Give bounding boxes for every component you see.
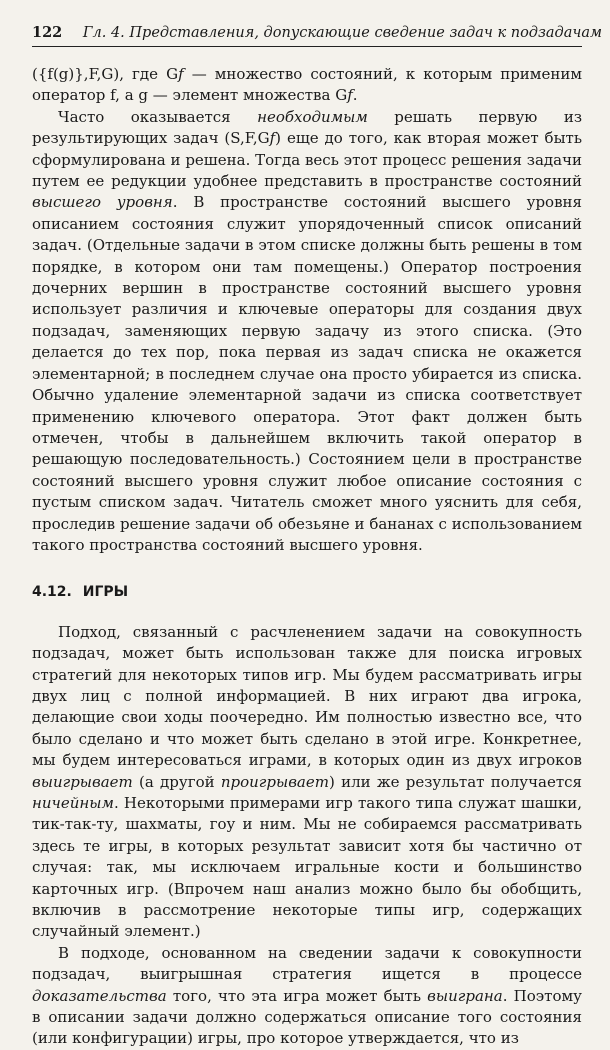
text-run: ) или же результат получается	[328, 772, 582, 791]
paragraph	[32, 107, 582, 557]
emphasis-text: проигрывает	[220, 772, 329, 791]
running-title: Гл. 4. Представления, допускающие сведение задач к подзадачам	[82, 25, 603, 41]
emphasis-text: доказательства	[32, 986, 167, 1005]
text-run: ) еще до того, как вторая может быть сформулирована и решена. Тогда весь этот процесс решения задачи путем ее редукции удобнее представить в пространстве состояний	[32, 129, 582, 191]
text-run: . Некоторыми примерами игр такого типа служат шашки, тик-так-ту, шахматы, гоу и ним. Мы не собираемся рассматривать здесь те игры, в которых результат зависит хотя бы частично от случая: так, мы исключаем игральные кости и большинство карточных игр. (Впрочем наш анализ можно было бы обобщить, включив в рассмотрение некоторые типы игр, содержащих случайный элемент.)	[32, 794, 582, 941]
emphasis-text: ничейным	[32, 794, 114, 812]
text-run: ({f(g)},F,G), где G	[32, 65, 179, 83]
emphasis-text: высшего уровня	[32, 193, 173, 212]
text-run: . Поэтому в описании задачи должно содержаться описание того состояния (или конфигурации) игры, про которое утверждается, что из	[32, 986, 582, 1048]
section-title: ИГРЫ	[82, 584, 129, 601]
emphasis-text: f	[178, 65, 184, 83]
text-run: (а другой	[132, 772, 221, 791]
emphasis-text: f	[269, 129, 276, 148]
text-run: В подходе, основанном на сведении задачи к совокупности подзадач, выигрышная стратегия ищется в процессе	[32, 943, 582, 984]
emphasis-text: выигрывает	[32, 772, 133, 791]
section-heading	[32, 582, 582, 603]
paragraph	[32, 943, 582, 1050]
emphasis-text: выиграна	[427, 986, 503, 1005]
section-number: 4.12.	[32, 584, 72, 601]
text-run: .	[352, 86, 358, 105]
page-body	[32, 64, 582, 1050]
emphasis-text: f	[347, 86, 353, 105]
text-run: . В пространстве состояний высшего уровня описанием состояния служит упорядоченный список описаний задач. (Отдельные задачи в этом списке должны быть решены в том порядке, в котором они там помещены.) Оператор построения дочерних вершин в пространстве состояний высшего уровня использует различия и ключевые операторы для создания двух подзадач, заменяющих первую задачу из этого списка. (Это делается до тех пор, пока первая из задач списка не окажется элементарной; в последнем случае она просто убирается из списка. Обычно удаление элементарной задачи из списка соответствует применению ключевого оператора. Этот факт должен быть отмечен, чтобы в дальнейшем включить такой оператор в решающую последовательность.) Состоянием цели в пространстве состояний высшего уровня служит любое описание состояния с пустым списком задач. Читатель сможет много уяснить для себя, проследив решение задачи об обезьяне и бананах с использованием такого пространства состояний высшего уровня.	[32, 193, 582, 554]
text-run: Часто оказывается	[58, 107, 258, 126]
page-header	[32, 24, 603, 47]
text-run: решать первую из результирующих задач (S,F,G	[32, 107, 582, 148]
text-run: того, что эта игра может быть	[166, 986, 428, 1005]
text-run: Подход, связанный с расчленением задачи на совокупность подзадач, может быть использован также для поиска игровых стратегий для некоторых типов игр. Мы будем рассматривать игры двух лиц с полной информацией. В них играют два игрока, делающие свои ходы поочередно. Им полностью известно все, что было сделано и что может быть сделано в этой игре. Конкретнее, мы будем интересоваться играми, в которых один из двух игроков	[32, 622, 582, 770]
paragraph	[32, 64, 582, 107]
page-number: 122	[32, 24, 63, 41]
text-run: — множество состояний, к которым применим оператор f, а g — элемент множества G	[32, 65, 583, 105]
paragraph	[32, 622, 582, 943]
text-block-top	[32, 64, 582, 556]
text-block-bottom	[32, 622, 582, 1050]
emphasis-text: необходимым	[257, 107, 368, 126]
